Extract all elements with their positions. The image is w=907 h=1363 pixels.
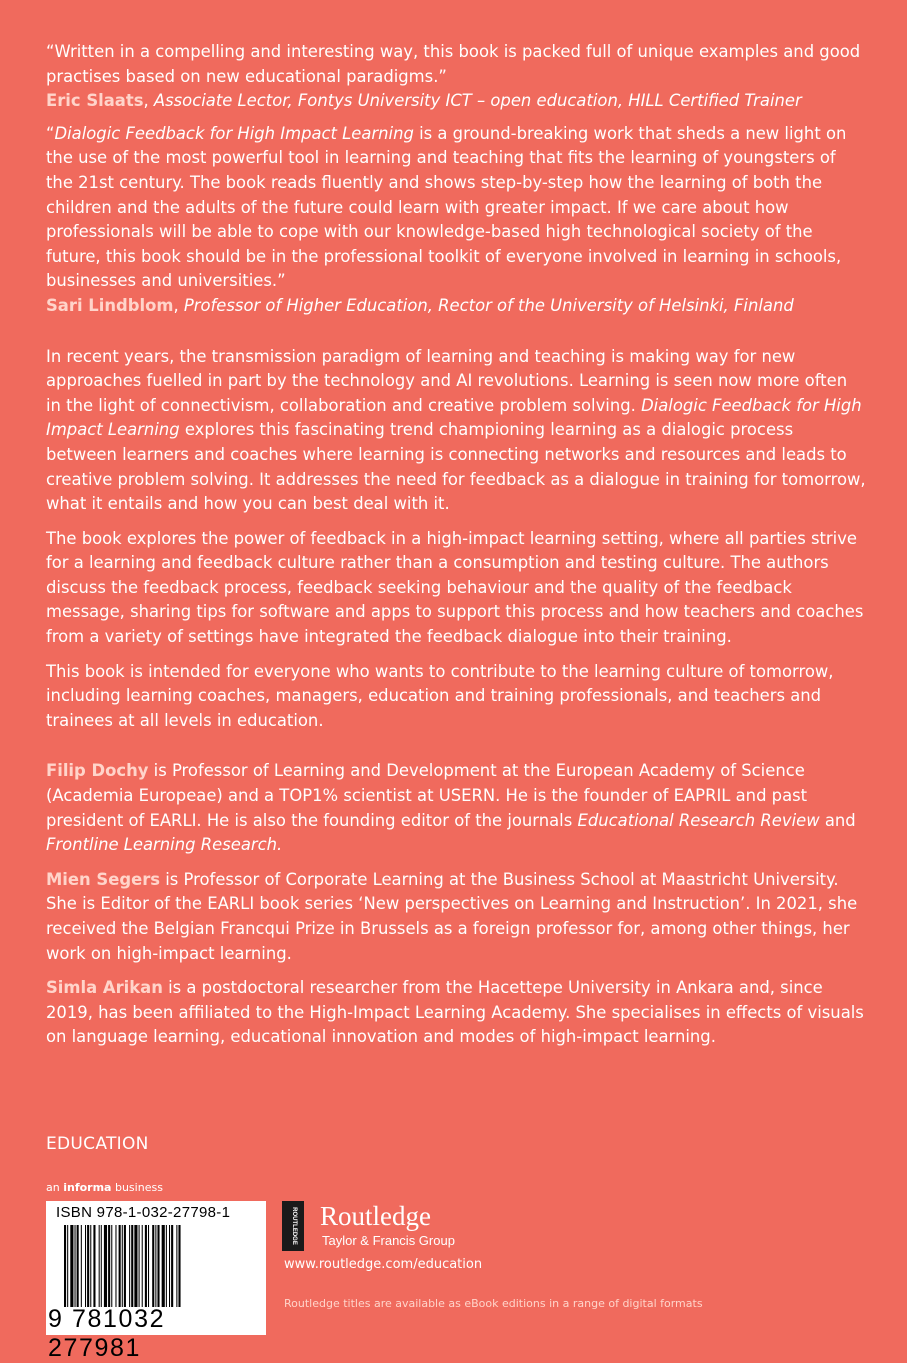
subject-category: EDUCATION — [46, 1134, 149, 1154]
quote-author-2: Sari Lindblom — [46, 295, 174, 315]
ebook-note: Routledge titles are available as eBook editions in a range of digital formats — [284, 1297, 703, 1310]
quote-attribution-1: Eric Slaats, Associate Lector, Fontys University ICT – open education, HILL Certified Trainer — [46, 91, 802, 111]
author-bio-filip-dochy: Filip Dochy is Professor of Learning and Development at the European Academy of Science (Academia Europeae) and a TOP1% scientist at USERN. He is the founder of EAPRIL and past president of EARLI. He is also the founding editor of the journals Educational Research Review and Frontline Learning Research. — [46, 761, 856, 855]
quote-affiliation-1: Associate Lector, Fontys University ICT – open education, HILL Certified Trainer — [153, 91, 802, 111]
author-bio-mien-segers: Mien Segers is Professor of Corporate Learning at the Business School at Maastricht University. She is Editor of the EARLI book series ‘New perspectives on Learning and Instruction’. In 2021, she received the Belgian Francqui Prize in Brussels as a foreign professor for, among other things, her work on high-impact learning. — [46, 869, 858, 963]
back-cover-text — [46, 40, 866, 1050]
barcode-digits: 9 781032 277981 — [48, 1305, 166, 1362]
publisher-name: Routledge — [320, 1201, 431, 1231]
routledge-logo-icon — [282, 1201, 304, 1251]
description-book-title: Dialogic Feedback for High Impact Learning — [46, 395, 862, 440]
description-paragraph-3: This book is intended for everyone who wants to contribute to the learning culture of tomorrow, including learning coaches, managers, education and training professionals, and teachers and trainees at all levels in education. — [46, 661, 834, 730]
description-paragraph-2: The book explores the power of feedback in a high-impact learning setting, where all parties strive for a learning and feedback culture rather than a consumption and testing culture. The authors discuss the feedback process, feedback seeking behaviour and the quality of the feedback message, sharing tips for software and apps to support this process and how teachers and coaches from a variety of settings have integrated the feedback dialogue into their training. — [46, 528, 864, 647]
isbn-barcode — [46, 1201, 266, 1362]
author-name-1: Filip Dochy — [46, 761, 149, 781]
quote-eric-slaats: “Written in a compelling and interesting way, this book is packed full of unique examples and good practises based on new educational paradigms.” — [46, 42, 861, 86]
isbn-label: ISBN 978-1-032-27798-1 — [56, 1204, 231, 1221]
barcode-bars — [64, 1225, 259, 1307]
quote-author-1: Eric Slaats — [46, 91, 144, 111]
author-bio-simla-arikan: Simla Arikan is a postdoctoral researcher from the Hacettepe University in Ankara and, since 2019, has been affiliated to the High-Impact Learning Academy. She specialises in effects of visuals on language learning, educational innovation and modes of high-impact learning. — [46, 978, 864, 1047]
journal-2: Frontline Learning Research. — [46, 835, 283, 855]
author-name-2: Mien Segers — [46, 869, 161, 889]
author-name-3: Simla Arikan — [46, 978, 163, 998]
publisher-url[interactable]: www.routledge.com/education — [284, 1257, 483, 1272]
description-paragraph-1: In recent years, the transmission paradigm of learning and teaching is making way for new approaches fuelled in part by the technology and AI revolutions. Learning is seen now more often in the light of connectivism, collaboration and creative problem solving. Dialogic Feedback for High Impact Learning explores this fascinating trend championing learning as a dialogic process between learners and coaches where learning is connecting networks and resources and leads to creative problem solving. It addresses the need for feedback as a dialogue in training for tomorrow, what it entails and how you can best deal with it. — [46, 346, 866, 514]
informa-business-tag: an informa business — [46, 1181, 163, 1194]
publisher-group: Taylor & Francis Group — [322, 1233, 455, 1248]
journal-1: Educational Research Review — [577, 810, 820, 830]
quote-affiliation-2: Professor of Higher Education, Rector of the University of Helsinki, Finland — [183, 295, 794, 315]
quote-attribution-2: Sari Lindblom, Professor of Higher Education, Rector of the University of Helsinki, Finland — [46, 295, 794, 315]
quote-sari-lindblom: “Dialogic Feedback for High Impact Learning is a ground-breaking work that sheds a new light on the use of the most powerful tool in learning and teaching that fits the learning of youngsters of the 21st century. The book reads fluently and shows step-by-step how the learning of both the children and the adults of the future could learn with greater impact. If we care about how professionals will be able to cope with our knowledge-based high technological society of the future, this book should be in the professional toolkit of everyone involved in learning in schools, businesses and universities.” — [46, 123, 847, 291]
quote-book-title: Dialogic Feedback for High Impact Learning — [54, 123, 414, 143]
logo-vertical-text: ROUTLEDGE — [291, 1207, 297, 1245]
